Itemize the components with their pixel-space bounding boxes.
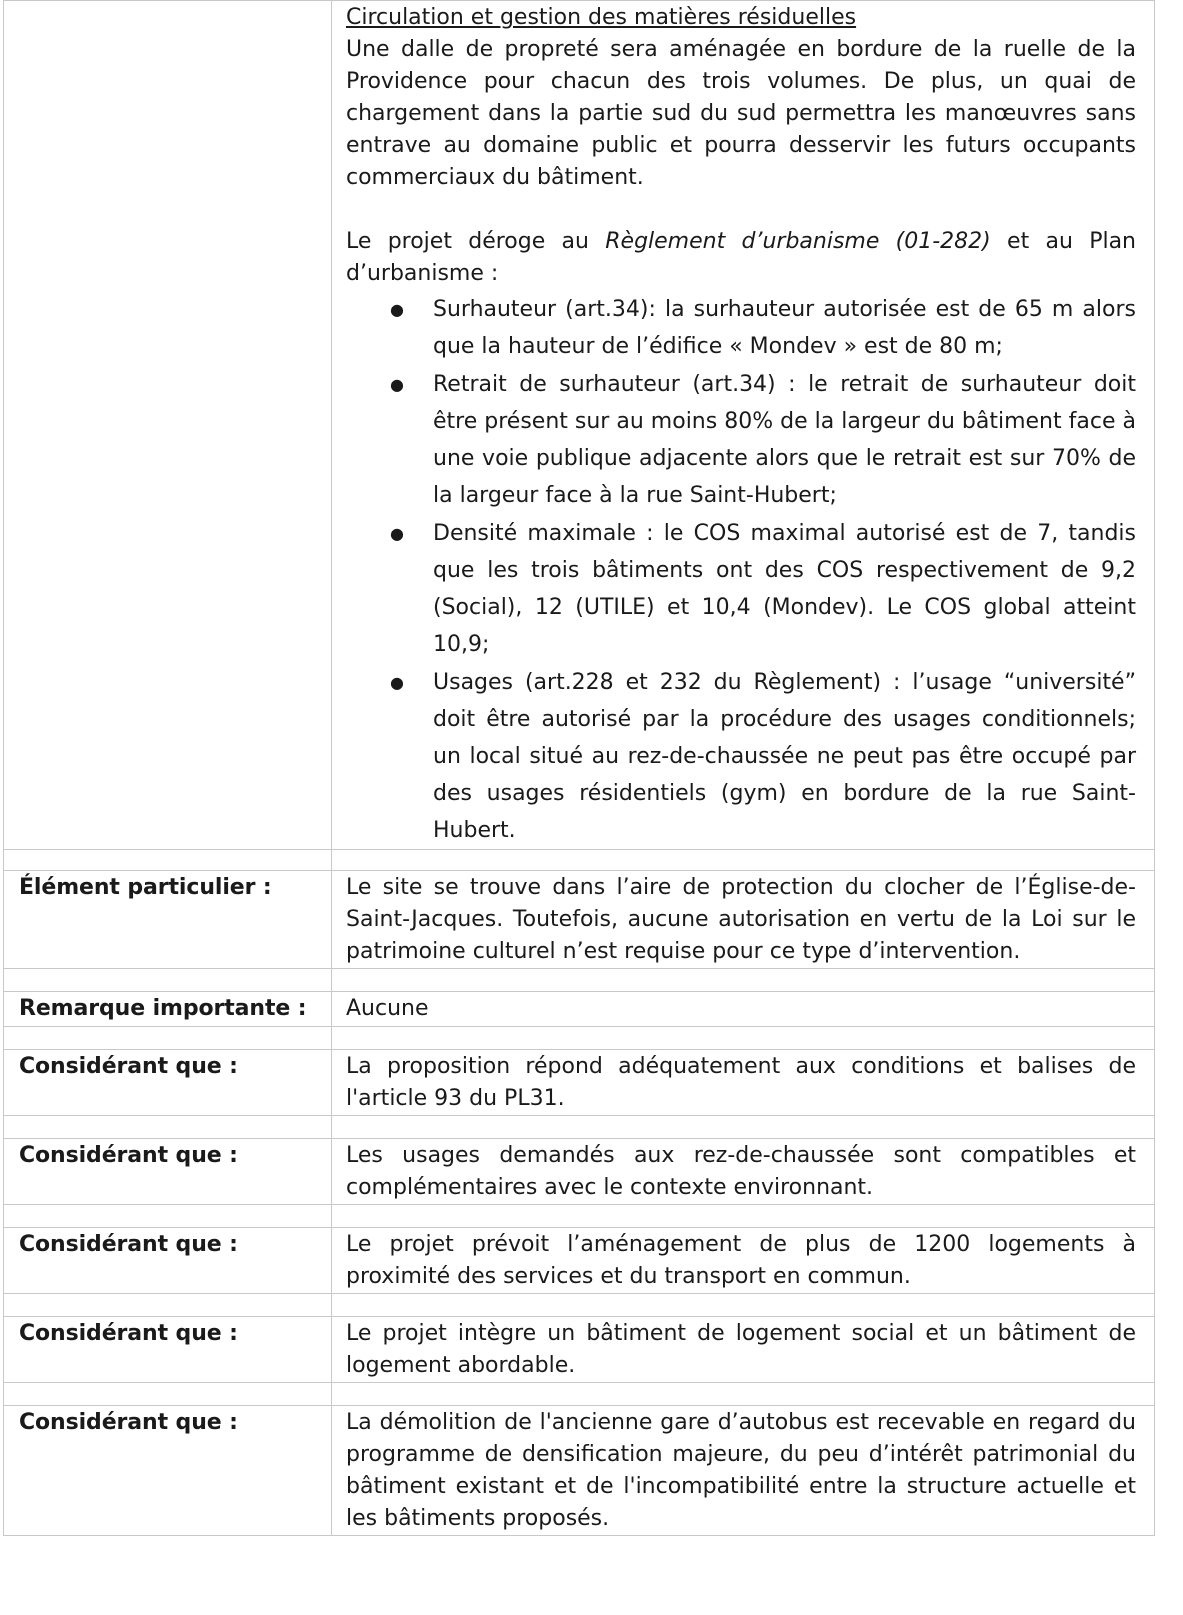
table-row-element-particulier (4, 871, 1155, 969)
spacer-row (4, 1027, 1155, 1050)
row-label: Considérant que : (4, 1228, 332, 1294)
label-cell-empty (4, 1, 332, 850)
derogation-intro (346, 226, 1136, 290)
row-text-paragraph: La démolition de l'ancienne gare d’autobus est recevable en regard du programme de densification majeure, du peu d’intérêt patrimonial du bâtiment existant et de l'incompatibilité entre la structure actuelle et les bâtiments proposés. (346, 1410, 1136, 1531)
row-text-paragraph: Le projet prévoit l’aménagement de plus de 1200 logements à proximité des services et du transport en commun. (346, 1232, 1136, 1289)
row-text-paragraph: Les usages demandés aux rez-de-chaussée sont compatibles et complémentaires avec le contexte environnant. (346, 1143, 1136, 1200)
list-item (346, 664, 1136, 849)
row-text (332, 992, 1155, 1027)
row-text (332, 1317, 1155, 1383)
table-row-considerant (4, 1406, 1155, 1536)
row-label: Considérant que : (4, 1050, 332, 1116)
bullet-icon: ● (390, 375, 404, 394)
row-label: Considérant que : (4, 1139, 332, 1205)
table-row-considerant (4, 1228, 1155, 1294)
derogation-list (346, 291, 1136, 849)
section-paragraph: Une dalle de propreté sera aménagée en bordure de la ruelle de la Providence pour chacun des trois volumes. De plus, un quai de chargement dans la partie sud du sud permettra les manœuvres sans entrave au domaine public et pourra desservir les futurs occupants commerciaux du bâtiment. (346, 37, 1136, 190)
table-row-considerant (4, 1317, 1155, 1383)
row-text (332, 871, 1155, 969)
row-label: Considérant que : (4, 1317, 332, 1383)
description-cell (332, 1, 1155, 850)
blank-line (346, 194, 1136, 226)
derogation-intro-start: Le projet déroge au (346, 229, 606, 254)
row-text (332, 1406, 1155, 1536)
spacer-row (4, 1383, 1155, 1406)
row-label: Remarque importante : (4, 992, 332, 1027)
row-label: Considérant que : (4, 1406, 332, 1536)
list-item-text: Surhauteur (art.34): la surhauteur autorisée est de 65 m alors que la hauteur de l’édifice « Mondev » est de 80 m; (433, 297, 1136, 359)
regulation-title: Règlement d’urbanisme (01-282) (605, 229, 991, 254)
spacer-row (4, 1116, 1155, 1139)
spacer-row (4, 969, 1155, 992)
row-text (332, 1228, 1155, 1294)
row-text-paragraph: Le projet intègre un bâtiment de logement social et un bâtiment de logement abordable. (346, 1321, 1136, 1378)
section-heading: Circulation et gestion des matières résiduelles (346, 5, 857, 30)
bullet-icon: ● (390, 673, 404, 692)
row-label: Élément particulier : (4, 871, 332, 969)
spacer-row (4, 1294, 1155, 1317)
table-row-considerant (4, 1050, 1155, 1116)
list-item (346, 291, 1136, 365)
spacer-row (4, 1205, 1155, 1228)
list-item (346, 366, 1136, 514)
row-text (332, 1139, 1155, 1205)
bullet-icon: ● (390, 524, 404, 543)
list-item-text: Usages (art.228 et 232 du Règlement) : l’usage “université” doit être autorisé par la procédure des usages conditionnels; un local situé au rez-de-chaussée ne peut pas être occupé par des usages résidentiels (gym) en bordure de la rue Saint-Hubert. (433, 670, 1136, 843)
row-text-paragraph: La proposition répond adéquatement aux conditions et balises de l'article 93 du PL31. (346, 1054, 1136, 1111)
document-table (3, 0, 1155, 1536)
list-item-text: Densité maximale : le COS maximal autorisé est de 7, tandis que les trois bâtiments ont des COS respectivement de 9,2 (Social), 12 (UTILE) et 10,4 (Mondev). Le COS global atteint 10,9; (433, 521, 1136, 657)
row-text-paragraph: Le site se trouve dans l’aire de protection du clocher de l’Église-de-Saint-Jacques. Toutefois, aucune autorisation en vertu de la Loi sur le patrimoine culturel n’est requise pour ce type d’intervention. (346, 875, 1136, 964)
bullet-icon: ● (390, 300, 404, 319)
derogation-intro-end: et au Plan d’urbanisme : (346, 229, 1137, 286)
row-text-paragraph: Aucune (346, 996, 429, 1021)
spacer-row (4, 850, 1155, 871)
list-item (346, 515, 1136, 663)
table-row-description (4, 1, 1155, 850)
table-row-remarque (4, 992, 1155, 1027)
list-item-text: Retrait de surhauteur (art.34) : le retrait de surhauteur doit être présent sur au moins 80% de la largeur du bâtiment face à une voie publique adjacente alors que le retrait est sur 70% de la largeur face à la rue Saint-Hubert; (433, 372, 1136, 508)
row-text (332, 1050, 1155, 1116)
table-row-considerant (4, 1139, 1155, 1205)
